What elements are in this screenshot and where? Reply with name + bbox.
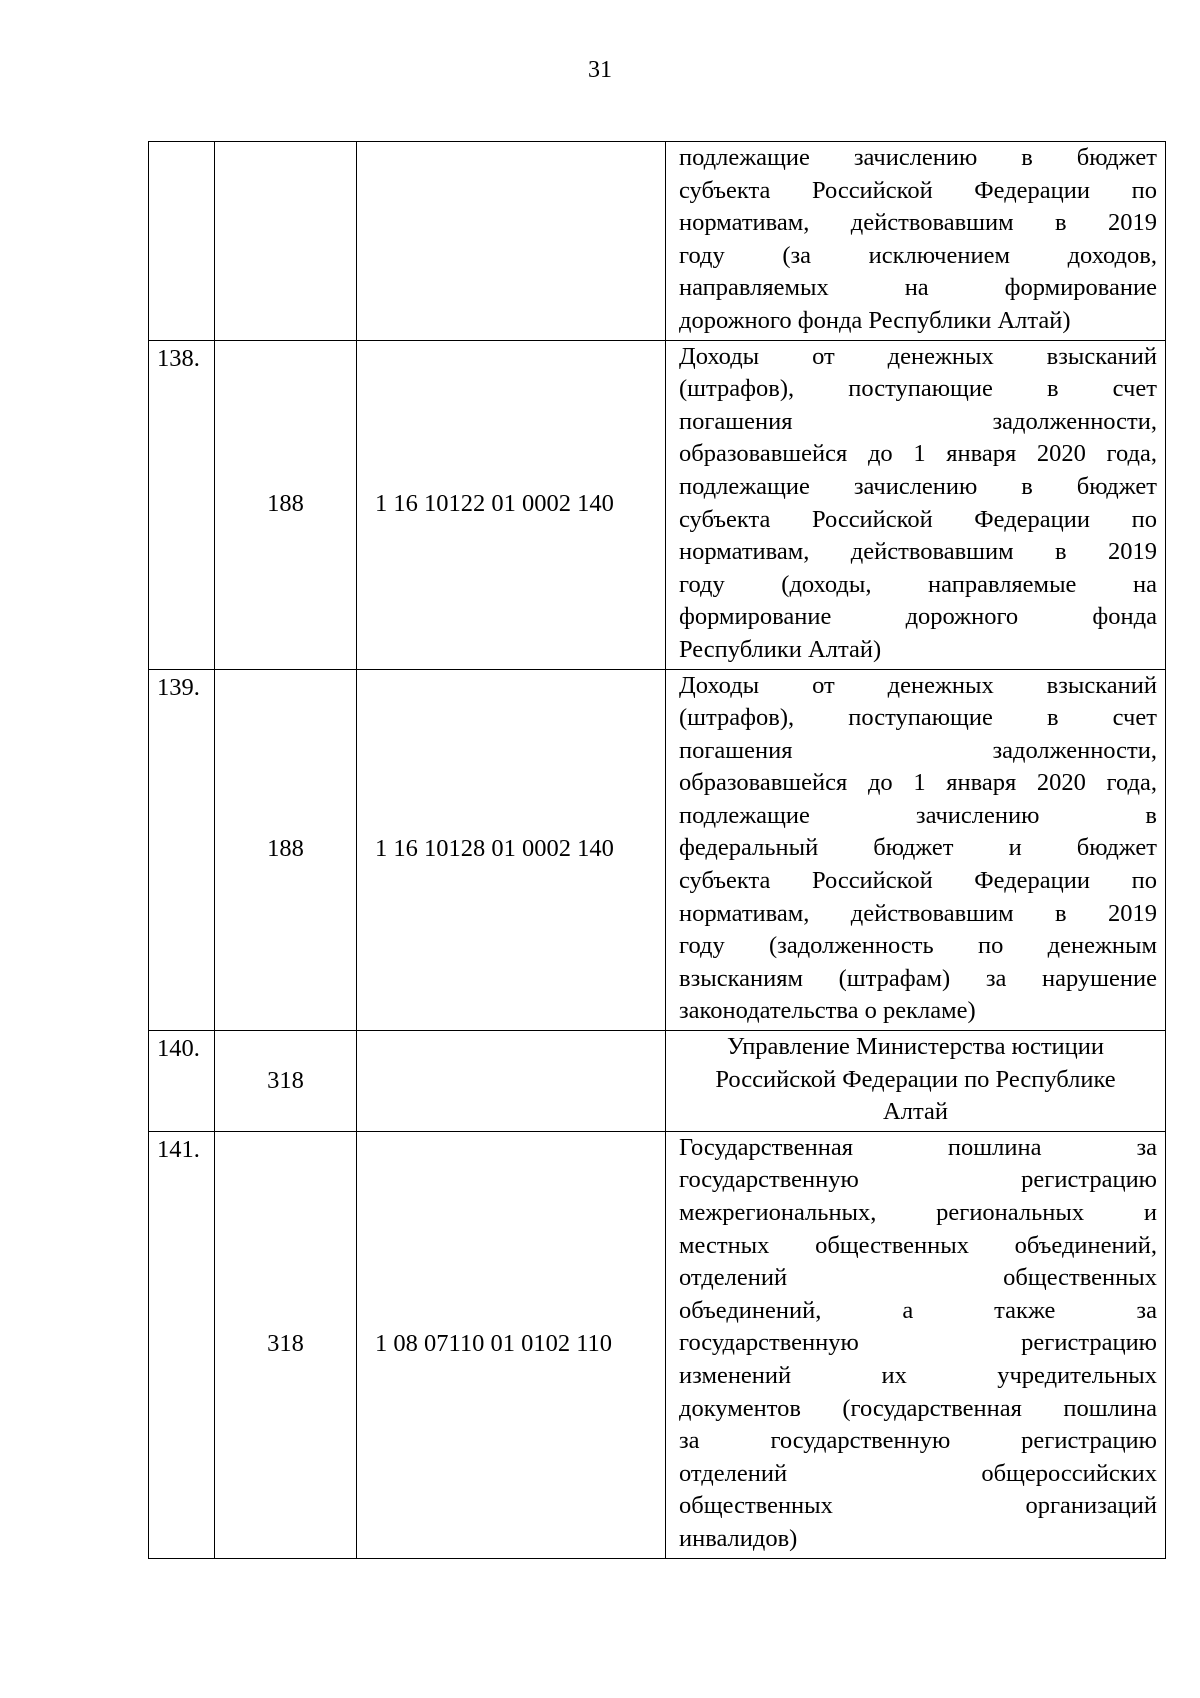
budget-classification-code xyxy=(357,142,666,341)
table-row xyxy=(149,1131,1166,1558)
income-description xyxy=(666,669,1166,1031)
description-line: отделений общественных xyxy=(679,1264,1157,1292)
description-line: дорожного фонда Республики Алтай) xyxy=(679,306,1071,334)
income-description xyxy=(666,1131,1166,1558)
description-line: формирование дорожного фонда xyxy=(679,603,1157,631)
description-line: общественных организаций xyxy=(679,1492,1157,1520)
table-row xyxy=(149,142,1166,341)
row-number: 140. xyxy=(149,1031,215,1132)
description-line: направляемых на формирование xyxy=(679,274,1157,302)
description-line: инвалидов) xyxy=(679,1524,798,1552)
description-line: подлежащие зачислению в xyxy=(679,801,1157,829)
description-line: межрегиональных, региональных и xyxy=(679,1199,1157,1226)
description-line: документов (государственная пошлина xyxy=(679,1394,1157,1422)
income-description xyxy=(666,142,1166,341)
description-line: году (доходы, направляемые на xyxy=(679,570,1157,598)
table-row xyxy=(149,1031,1166,1132)
description-line: Доходы от денежных взысканий xyxy=(679,342,1157,370)
table-row xyxy=(149,669,1166,1031)
description-line: погашения задолженности, xyxy=(679,736,1157,764)
description-line: Государственная пошлина за xyxy=(679,1133,1157,1161)
description-line: нормативам, действовавшим в 2019 xyxy=(679,209,1157,237)
description-line: Доходы от денежных взысканий xyxy=(679,671,1157,699)
description-line: местных общественных объединений, xyxy=(679,1231,1157,1259)
description-line: Алтай xyxy=(883,1098,948,1126)
description-line: году (задолженность по денежным xyxy=(679,932,1157,960)
table-row xyxy=(149,340,1166,669)
description-line: федеральный бюджет и бюджет xyxy=(679,834,1157,862)
description-line: образовавшейся до 1 января 2020 года, xyxy=(679,440,1157,468)
description-line: (штрафов), поступающие в счет xyxy=(679,704,1157,732)
description-line: государственную регистрацию xyxy=(679,1166,1157,1194)
description-line: отделений общероссийских xyxy=(679,1459,1157,1487)
page-number: 31 xyxy=(588,57,612,83)
description-line: образовавшейся до 1 января 2020 года, xyxy=(679,769,1157,797)
admin-code xyxy=(215,142,357,341)
description-line: за государственную регистрацию xyxy=(679,1427,1157,1455)
description-line: погашения задолженности, xyxy=(679,407,1157,435)
description-line: законодательства о рекламе) xyxy=(679,997,976,1025)
description-line: Республики Алтай) xyxy=(679,635,882,663)
income-description xyxy=(666,1031,1166,1132)
description-line: подлежащие зачислению в бюджет xyxy=(679,472,1157,500)
description-line: подлежащие зачислению в бюджет xyxy=(679,144,1157,171)
description-line: Российской Федерации по Республике xyxy=(715,1065,1116,1093)
budget-classification-code xyxy=(357,1031,666,1132)
budget-classification-code: 1 08 07110 01 0102 110 xyxy=(357,1131,666,1558)
description-line: году (за исключением доходов, xyxy=(679,241,1157,269)
admin-code: 318 xyxy=(215,1131,357,1558)
description-line: Управление Министерства юстиции xyxy=(727,1033,1104,1061)
description-line: субъекта Российской Федерации по xyxy=(679,867,1157,895)
admin-code: 318 xyxy=(215,1031,357,1132)
description-line: взысканиям (штрафам) за нарушение xyxy=(679,964,1157,992)
description-line: нормативам, действовавшим в 2019 xyxy=(679,538,1157,566)
description-line: изменений их учредительных xyxy=(679,1361,1157,1389)
row-number xyxy=(149,142,215,341)
budget-classification-code: 1 16 10128 01 0002 140 xyxy=(357,669,666,1031)
description-line: субъекта Российской Федерации по xyxy=(679,176,1157,204)
admin-code: 188 xyxy=(215,340,357,669)
description-line: государственную регистрацию xyxy=(679,1329,1157,1357)
income-description xyxy=(666,340,1166,669)
budget-classification-code: 1 16 10122 01 0002 140 xyxy=(357,340,666,669)
row-number: 139. xyxy=(149,669,215,1031)
budget-codes-table xyxy=(148,141,1166,1559)
description-line: нормативам, действовавшим в 2019 xyxy=(679,899,1157,927)
row-number: 141. xyxy=(149,1131,215,1558)
admin-code: 188 xyxy=(215,669,357,1031)
description-line: (штрафов), поступающие в счет xyxy=(679,375,1157,403)
description-line: объединений, а также за xyxy=(679,1296,1157,1324)
description-line: субъекта Российской Федерации по xyxy=(679,505,1157,533)
row-number: 138. xyxy=(149,340,215,669)
